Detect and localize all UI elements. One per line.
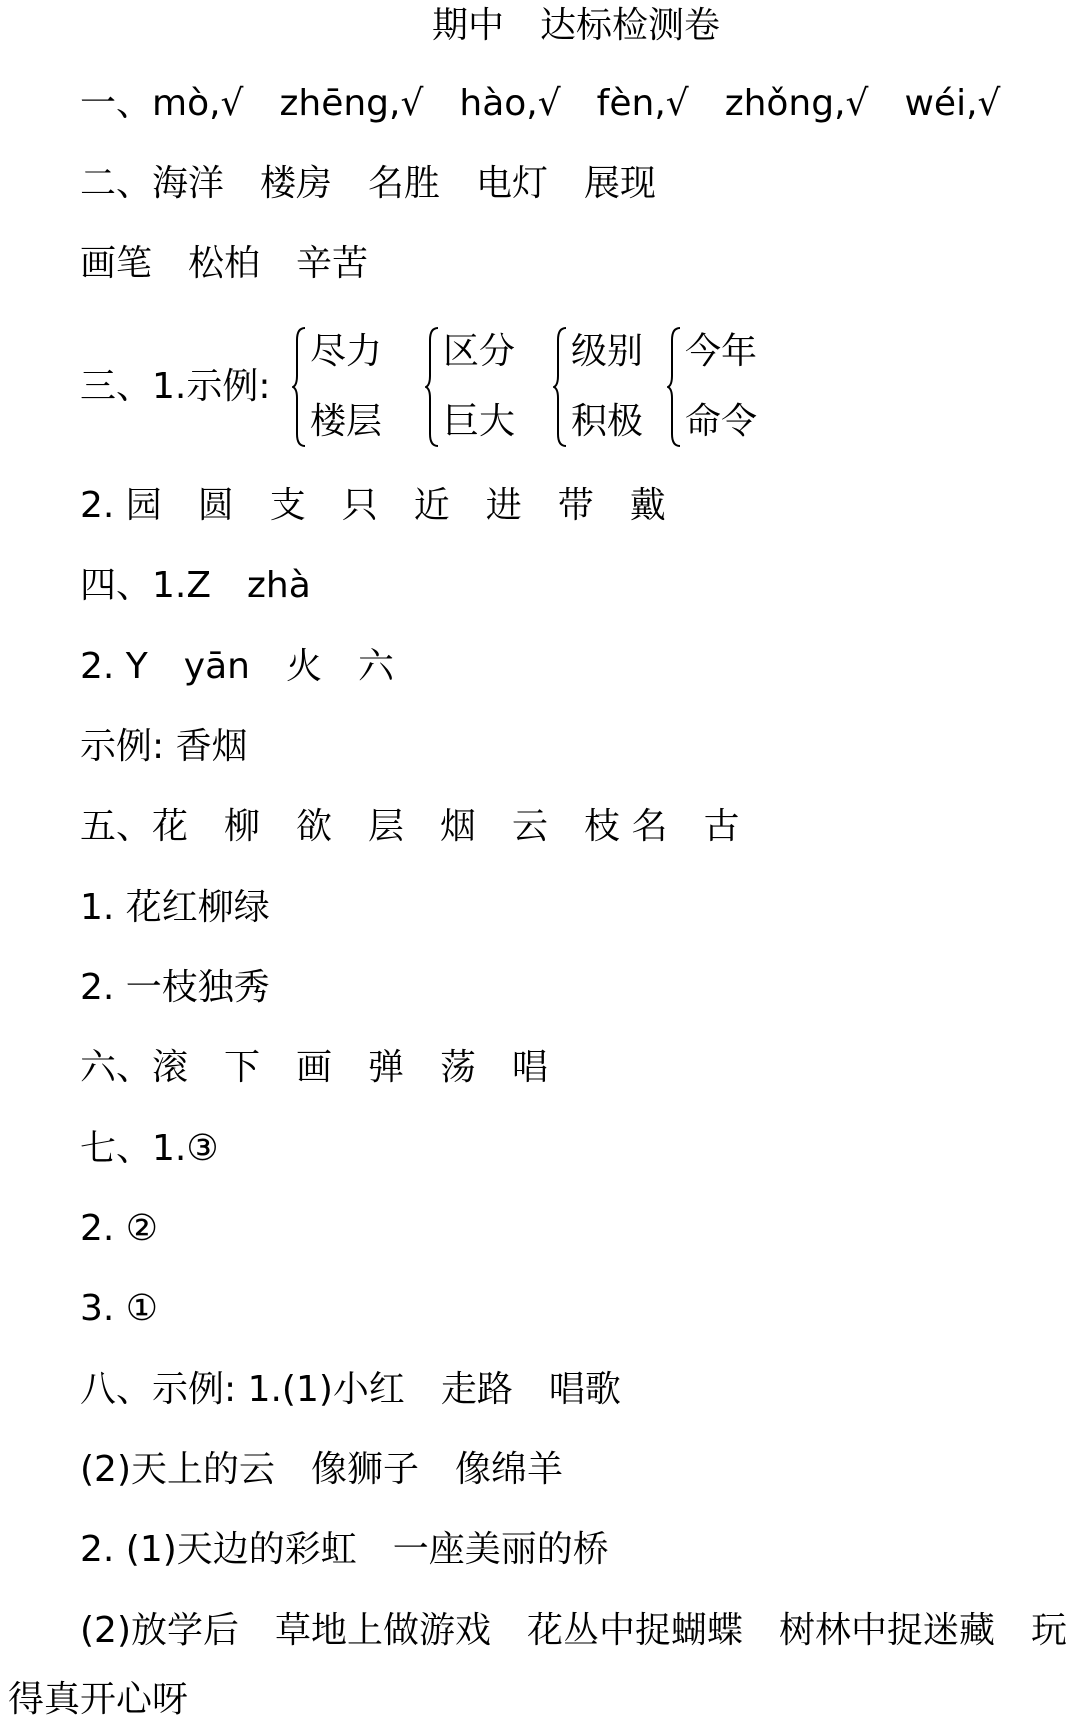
brace-icon — [292, 322, 308, 452]
word-group-1-top: 尽力 — [310, 331, 383, 372]
word-group-3-bottom: 积极 — [571, 401, 644, 442]
answer-section-2-line-1: 二、海洋 楼房 名胜 电灯 展现 — [80, 163, 657, 204]
answer-section-5-line-2: 1. 花红柳绿 — [80, 887, 270, 928]
answer-section-7-line-3: 3. ① — [80, 1288, 159, 1329]
answer-section-4-line-2: 2. Y yān 火 六 — [80, 646, 394, 687]
brace-icon — [425, 322, 441, 452]
answer-section-8-line-3: 2. (1)天边的彩虹 一座美丽的桥 — [80, 1529, 609, 1570]
section-3-lead: 三、1.示例: — [80, 366, 271, 407]
answer-section-5-line-3: 2. 一枝独秀 — [80, 967, 270, 1008]
word-group-2-top: 区分 — [443, 331, 516, 372]
answer-section-5-line-1: 五、花 柳 欲 层 烟 云 枝 名 古 — [80, 806, 740, 847]
answer-section-8-line-1: 八、示例: 1.(1)小红 走路 唱歌 — [80, 1369, 621, 1410]
word-group-4-top: 今年 — [685, 331, 758, 372]
answer-section-8-line-2: (2)天上的云 像狮子 像绵羊 — [80, 1449, 563, 1490]
answer-section-6: 六、滚 下 画 弹 荡 唱 — [80, 1047, 549, 1088]
answer-section-4-line-3: 示例: 香烟 — [80, 726, 248, 767]
word-group-4-bottom: 命令 — [685, 401, 758, 442]
brace-icon — [667, 322, 683, 452]
answer-section-7-line-1: 七、1.③ — [80, 1128, 219, 1169]
answer-section-3-line-2: 2. 园 圆 支 只 近 进 带 戴 — [80, 485, 666, 526]
answer-section-8-line-4: (2)放学后 草地上做游戏 花丛中捉蝴蝶 树林中捉迷藏 玩 — [80, 1610, 1067, 1651]
word-group-3-top: 级别 — [571, 331, 644, 372]
word-group-2-bottom: 巨大 — [443, 401, 516, 442]
brace-icon — [553, 322, 569, 452]
page-title: 期中 达标检测卷 — [432, 5, 721, 46]
answer-section-4-line-1: 四、1.Z zhà — [80, 565, 311, 606]
answer-section-1: 一、mò,√ zhēng,√ hào,√ fèn,√ zhǒng,√ wéi,√ — [80, 83, 1001, 124]
answer-section-8-line-5: 得真开心呀 — [8, 1679, 189, 1720]
answer-section-7-line-2: 2. ② — [80, 1208, 159, 1249]
answer-section-2-line-2: 画笔 松柏 辛苦 — [80, 243, 369, 284]
word-group-1-bottom: 楼层 — [310, 401, 383, 442]
